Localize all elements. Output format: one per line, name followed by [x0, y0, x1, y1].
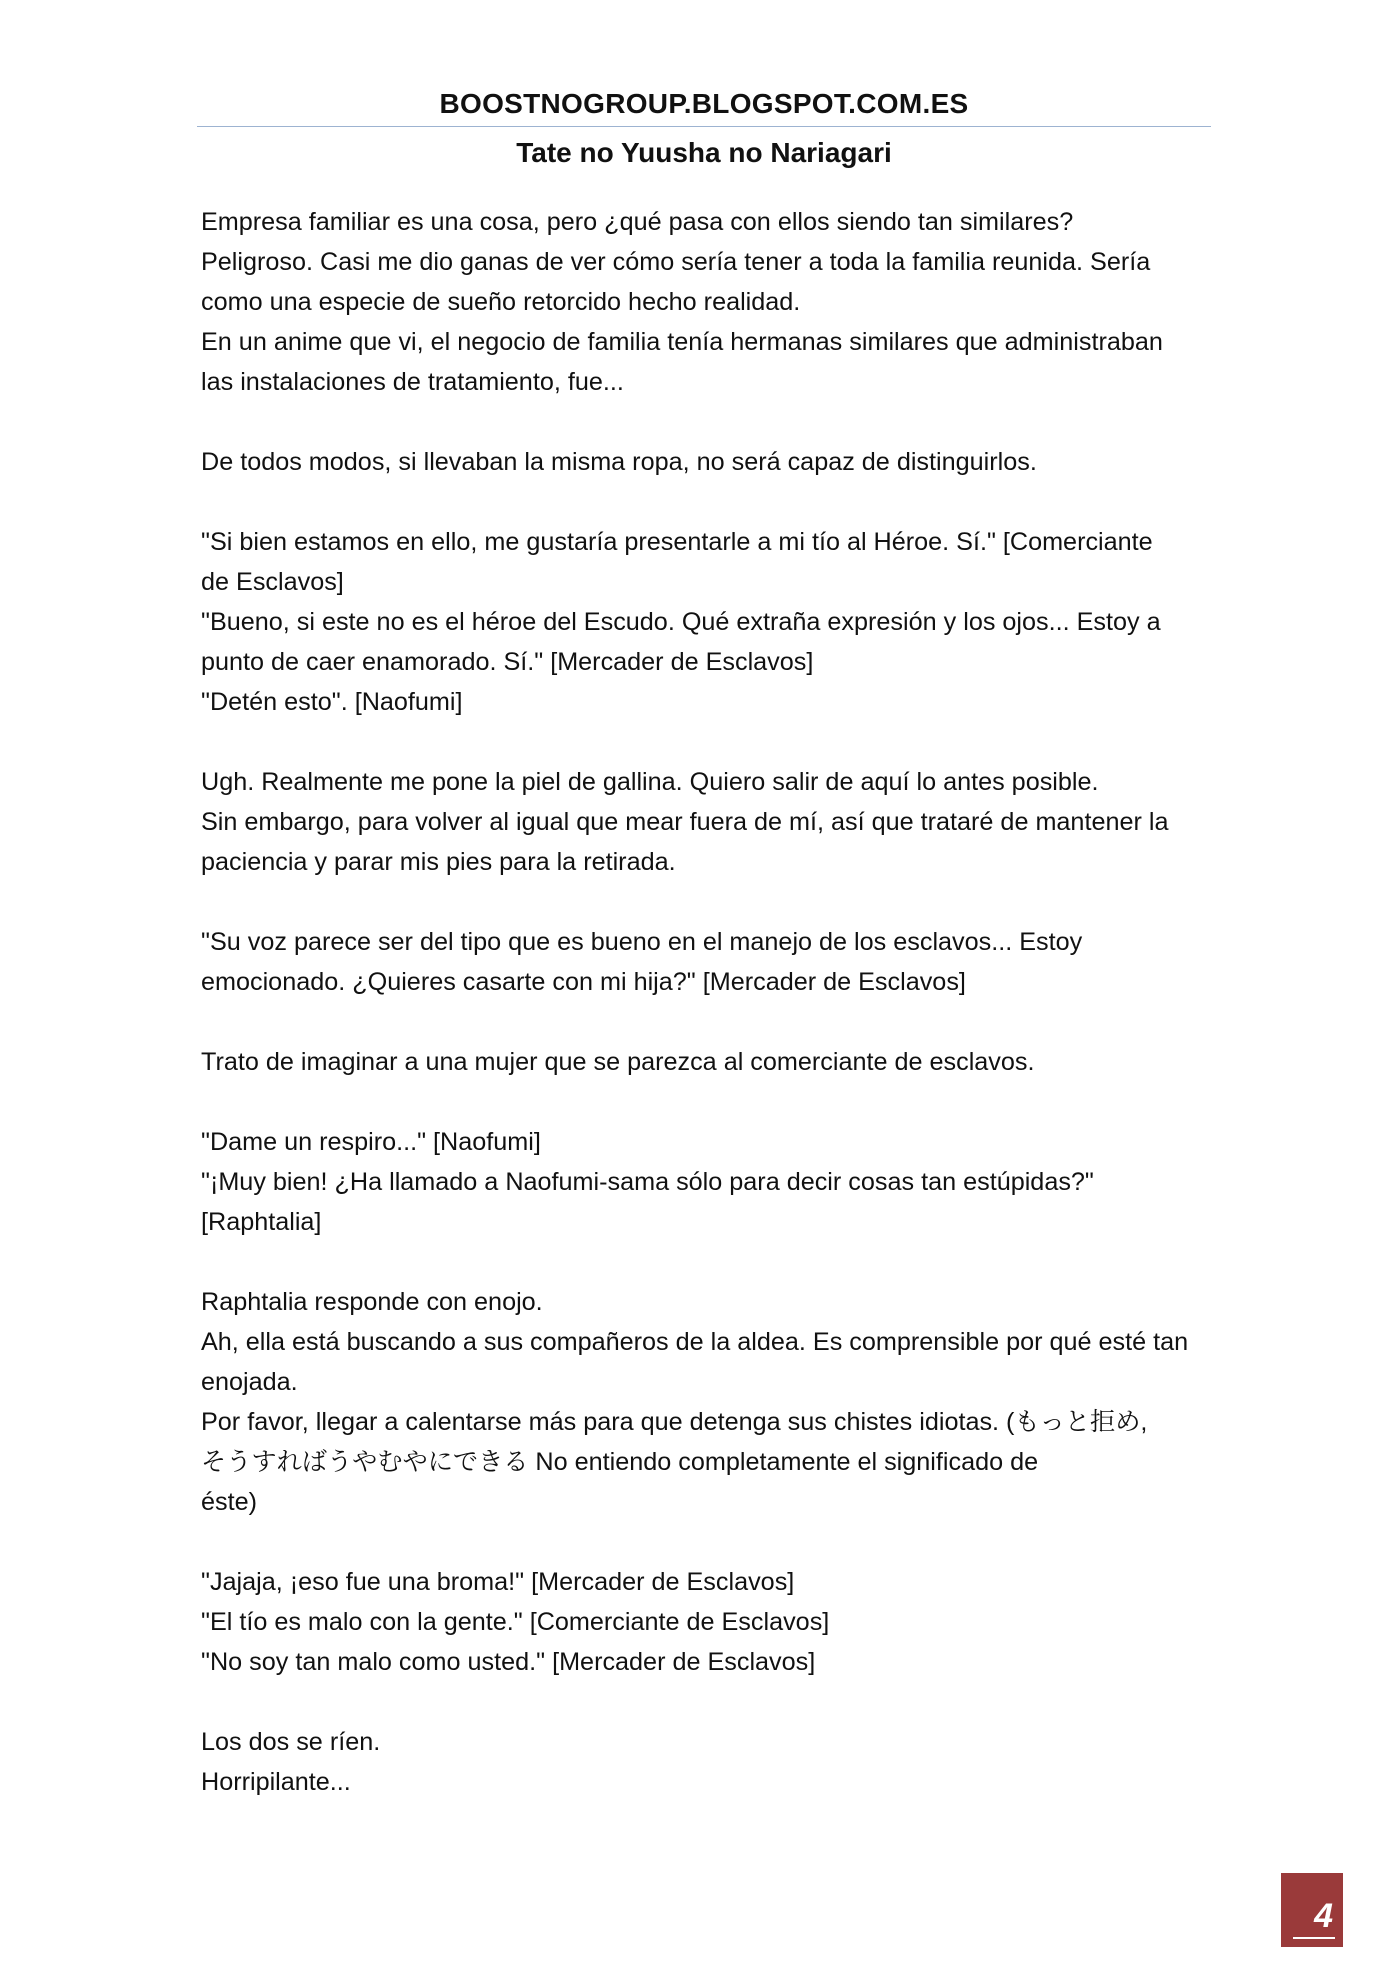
paragraph: [201, 1562, 1211, 1682]
text-line: como una especie de sueño retorcido hecho realidad.: [201, 288, 801, 316]
text-line: éste): [201, 1488, 257, 1516]
text-line: Horripilante...: [201, 1768, 351, 1796]
paragraph: [201, 1042, 1211, 1082]
text-line: Ugh. Realmente me pone la piel de gallina. Quiero salir de aquí lo antes posible.: [201, 768, 1099, 796]
text-line: "Si bien estamos en ello, me gustaría presentarle a mi tío al Héroe. Sí." [Comerciante: [201, 528, 1153, 556]
text-line: "¡Muy bien! ¿Ha llamado a Naofumi-sama sólo para decir cosas tan estúpidas?": [201, 1168, 1094, 1196]
text-line: そうすればうやむやにできる No entiendo completamente el significado de: [201, 1448, 1039, 1476]
paragraph: [201, 202, 1211, 402]
text-line: Ah, ella está buscando a sus compañeros de la aldea. Es comprensible por qué esté tan: [201, 1328, 1189, 1356]
text-line: En un anime que vi, el negocio de familia tenía hermanas similares que administraban: [201, 328, 1163, 356]
text-line: Los dos se ríen.: [201, 1728, 381, 1756]
paragraph: [201, 1122, 1211, 1242]
text-line: punto de caer enamorado. Sí." [Mercader de Esclavos]: [201, 648, 814, 676]
header-rule: [197, 126, 1211, 127]
text-line: enojada.: [201, 1368, 298, 1396]
text-line: "No soy tan malo como usted." [Mercader de Esclavos]: [201, 1648, 816, 1676]
page-number: 4: [1314, 1897, 1333, 1935]
page-header: [197, 84, 1211, 173]
site-title: BOOSTNOGROUP.BLOGSPOT.COM.ES: [439, 88, 969, 119]
text-line: [Raphtalia]: [201, 1208, 322, 1236]
paragraph: [201, 442, 1211, 482]
text-line: "Jajaja, ¡eso fue una broma!" [Mercader de Esclavos]: [201, 1568, 795, 1596]
series-title: Tate no Yuusha no Nariagari: [516, 137, 892, 168]
text-line: Sin embargo, para volver al igual que mear fuera de mí, así que trataré de mantener la: [201, 808, 1169, 836]
text-line: Empresa familiar es una cosa, pero ¿qué pasa con ellos siendo tan similares?: [201, 208, 1074, 236]
text-line: "El tío es malo con la gente." [Comerciante de Esclavos]: [201, 1608, 830, 1636]
page-number-badge: [1281, 1873, 1343, 1947]
text-line: paciencia y parar mis pies para la retirada.: [201, 848, 676, 876]
text-line: Por favor, llegar a calentarse más para que detenga sus chistes idiotas. (もっと拒め,: [201, 1408, 1148, 1436]
text-line: "Bueno, si este no es el héroe del Escudo. Qué extraña expresión y los ojos... Estoy a: [201, 608, 1161, 636]
document-body: [201, 202, 1211, 1802]
paragraph: [201, 1282, 1211, 1522]
text-line: de Esclavos]: [201, 568, 344, 596]
text-line: "Detén esto". [Naofumi]: [201, 688, 463, 716]
text-line: Raphtalia responde con enojo.: [201, 1288, 543, 1316]
text-line: Peligroso. Casi me dio ganas de ver cómo sería tener a toda la familia reunida. Sería: [201, 248, 1151, 276]
text-line: De todos modos, si llevaban la misma ropa, no será capaz de distinguirlos.: [201, 448, 1037, 476]
paragraph: [201, 922, 1211, 1002]
text-line: "Dame un respiro..." [Naofumi]: [201, 1128, 541, 1156]
page-number-underline: [1293, 1937, 1335, 1939]
text-line: las instalaciones de tratamiento, fue...: [201, 368, 624, 396]
text-line: "Su voz parece ser del tipo que es bueno en el manejo de los esclavos... Estoy: [201, 928, 1083, 956]
paragraph: [201, 762, 1211, 882]
text-line: emocionado. ¿Quieres casarte con mi hija?" [Mercader de Esclavos]: [201, 968, 966, 996]
paragraph: [201, 522, 1211, 722]
paragraph: [201, 1722, 1211, 1802]
text-line: Trato de imaginar a una mujer que se parezca al comerciante de esclavos.: [201, 1048, 1035, 1076]
